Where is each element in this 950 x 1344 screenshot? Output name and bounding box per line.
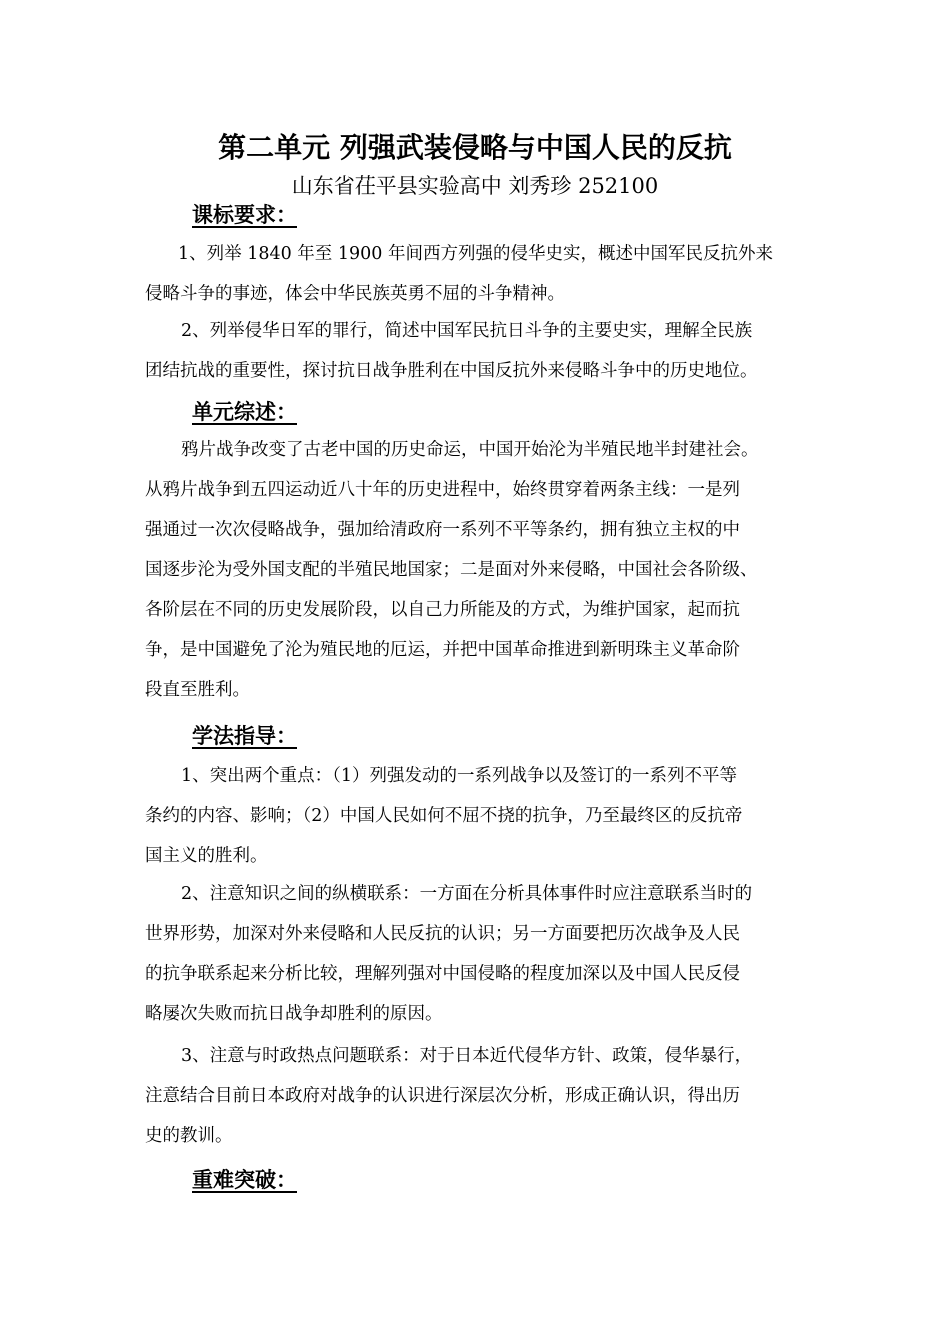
section-heading-key-difficulties: 重难突破： — [192, 1168, 297, 1192]
document-subtitle: 山东省茌平县实验高中 刘秀珍 252100 — [291, 174, 659, 198]
paragraph — [145, 234, 817, 314]
paragraph — [145, 430, 817, 710]
paragraph-line: 的抗争联系起来分析比较，理解列强对中国侵略的程度加深以及中国人民反侵 — [145, 964, 740, 984]
paragraph-line: 3、注意与时政热点问题联系：对于日本近代侵华方针、政策，侵华暴行， — [181, 1046, 753, 1066]
section-heading-overview: 单元综述： — [192, 400, 297, 424]
paragraph — [145, 311, 817, 391]
paragraph-line: 国主义的胜利。 — [145, 846, 268, 866]
paragraph-line: 世界形势，加深对外来侵略和人民反抗的认识；另一方面要把历次战争及人民 — [145, 924, 740, 944]
paragraph-line: 2、列举侵华日军的罪行，简述中国军民抗日斗争的主要史实，理解全民族 — [181, 321, 753, 341]
paragraph — [145, 874, 817, 1034]
paragraph-line: 1、列举 1840 年至 1900 年间西方列强的侵华史实，概述中国军民反抗外来 — [178, 244, 773, 264]
paragraph — [145, 756, 817, 876]
paragraph-line: 鸦片战争改变了古老中国的历史命运，中国开始沦为半殖民地半封建社会。 — [181, 440, 759, 460]
paragraph-line: 2、注意知识之间的纵横联系：一方面在分析具体事件时应注意联系当时的 — [181, 884, 753, 904]
section-heading-study-guide: 学法指导： — [192, 724, 297, 748]
paragraph-line: 团结抗战的重要性，探讨抗日战争胜利在中国反抗外来侵略斗争中的历史地位。 — [145, 361, 758, 381]
paragraph-line: 段直至胜利。 — [145, 680, 250, 700]
paragraph-line: 1、突出两个重点：（1）列强发动的一系列战争以及签订的一系列不平等 — [181, 766, 738, 786]
paragraph-line: 侵略斗争的事迹，体会中华民族英勇不屈的斗争精神。 — [145, 284, 565, 304]
paragraph-line: 注意结合目前日本政府对战争的认识进行深层次分析，形成正确认识，得出历 — [145, 1086, 740, 1106]
section-heading-curriculum: 课标要求： — [192, 203, 297, 227]
paragraph-line: 国逐步沦为受外国支配的半殖民地国家；二是面对外来侵略，中国社会各阶级、 — [145, 560, 758, 580]
paragraph — [145, 1036, 817, 1156]
paragraph-line: 强通过一次次侵略战争，强加给清政府一系列不平等条约，拥有独立主权的中 — [145, 520, 740, 540]
document-title: 第二单元 列强武装侵略与中国人民的反抗 — [218, 131, 732, 164]
paragraph-line: 争，是中国避免了沦为殖民地的厄运，并把中国革命推进到新明珠主义革命阶 — [145, 640, 740, 660]
paragraph-line: 从鸦片战争到五四运动近八十年的历史进程中，始终贯穿着两条主线：一是列 — [145, 480, 740, 500]
paragraph-line: 略屡次失败而抗日战争却胜利的原因。 — [145, 1004, 443, 1024]
paragraph-line: 各阶层在不同的历史发展阶段，以自己力所能及的方式，为维护国家，起而抗 — [145, 600, 740, 620]
paragraph-line: 史的教训。 — [145, 1126, 233, 1146]
paragraph-line: 条约的内容、影响；（2）中国人民如何不屈不挠的抗争，乃至最终区的反抗帝 — [145, 806, 743, 826]
